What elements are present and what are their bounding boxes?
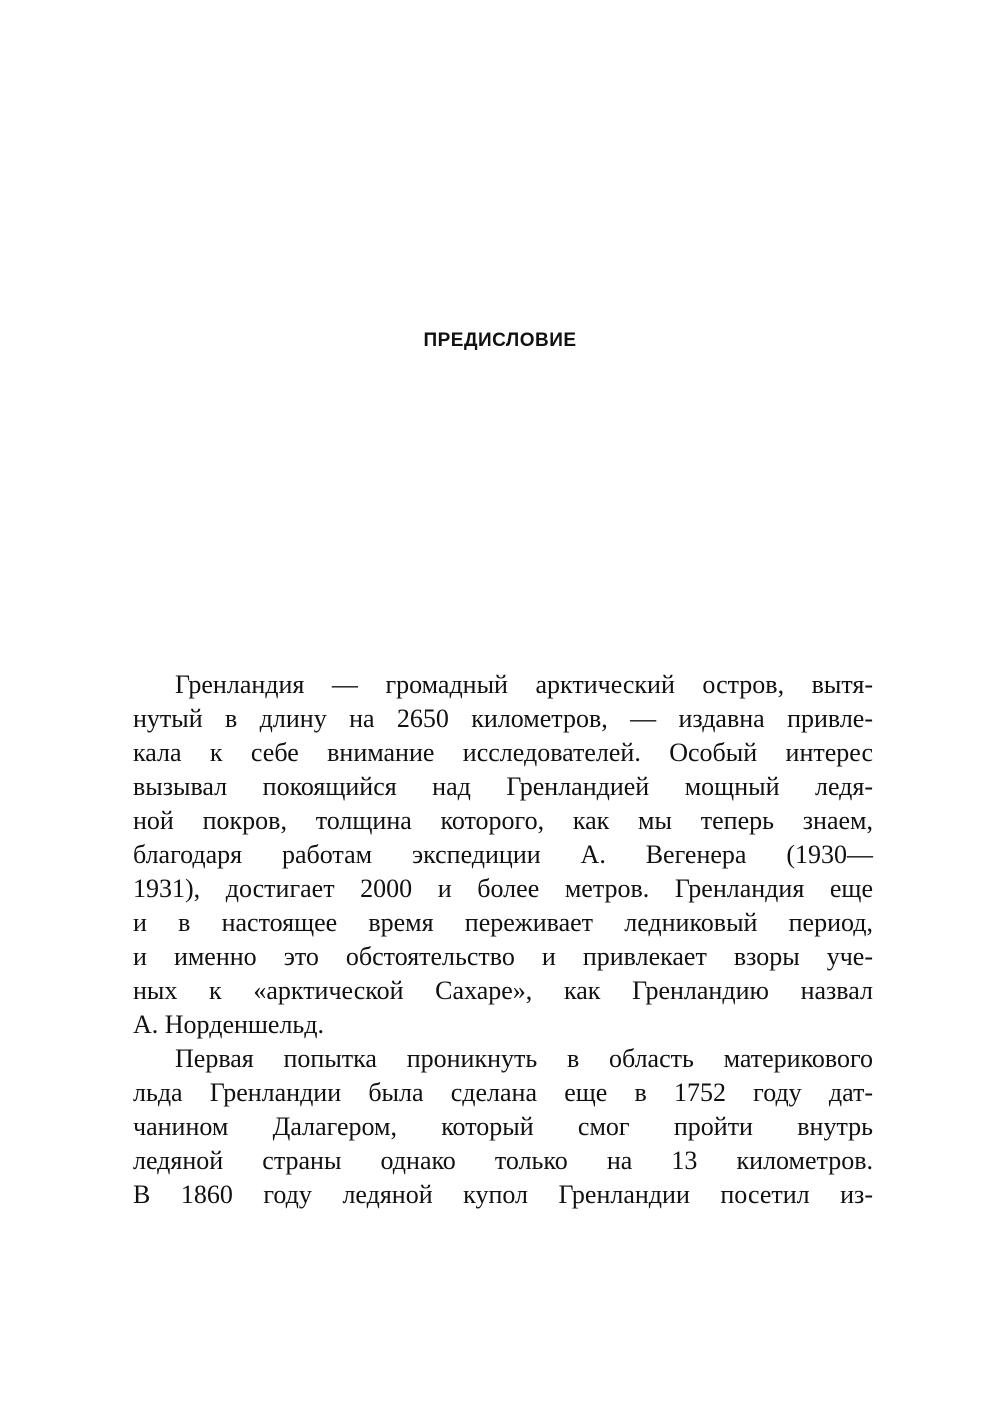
text-line: благодаря работам экспедиции А. Вегенера (1930— [133,840,873,869]
text-line: ледяной страны однако только на 13 километров. [133,1146,873,1175]
text-line: ных к «арктической Сахаре», как Гренландию назвал [133,976,873,1005]
text-line: льда Гренландии была сделана еще в 1752 году дат- [133,1078,873,1107]
text-line: 1931), достигает 2000 и более метров. Гренландия еще [133,874,873,903]
text-line: кала к себе внимание исследователей. Особый интерес [133,738,873,767]
text-line: Первая попытка проникнуть в область материкового [175,1044,873,1073]
text-line: ной покров, толщина которого, как мы теперь знаем, [133,806,873,835]
text-line: чанином Далагером, который смог пройти внутрь [133,1112,873,1141]
body-text [133,668,873,1212]
page-heading: ПРЕДИСЛОВИЕ [423,330,577,351]
text-line: и именно это обстоятельство и привлекает взоры уче- [133,942,873,971]
text-line: нутый в длину на 2650 километров, — издавна привле- [133,704,873,733]
text-line: В 1860 году ледяной купол Гренландии посетил из- [133,1180,873,1209]
text-line: А. Норденшельд. [133,1010,325,1039]
text-line: Гренландия — громадный арктический остров, вытя- [175,670,873,699]
text-line: вызывал покоящийся над Гренландией мощный ледя- [133,772,873,801]
text-line: и в настоящее время переживает ледниковый период, [133,908,873,937]
